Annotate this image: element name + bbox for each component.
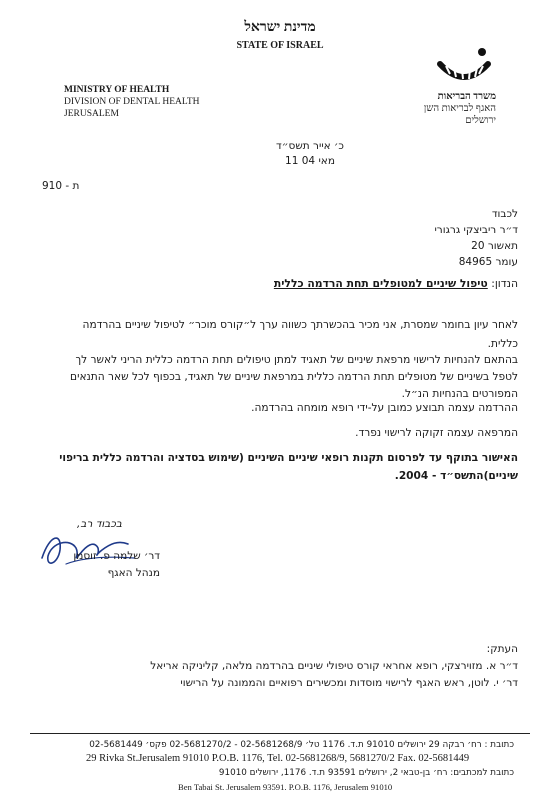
paragraph-line: לטפל בשיניים של מטופלים תחת הרדמה כללית במרפאת שיניים של תאגיד, בכפוף לכל שאר התנאים bbox=[70, 371, 518, 383]
subject-text: טיפול שיניים למטופלים תחת הרדמה כללית bbox=[273, 277, 488, 290]
cc-label: העתק: bbox=[486, 643, 518, 655]
paragraph-line: שיניים)התשס״ד - 2004. bbox=[394, 470, 518, 482]
recipient-city: עומר 84965 bbox=[458, 256, 518, 268]
reference-number: ת - 910 bbox=[42, 180, 80, 192]
paragraph-line: בהתאם להנחיות לרישוי מרפאת שיניים של תאגיד למתן טיפולים תחת הרדמה כללית הריני לאשר לך bbox=[75, 354, 518, 366]
ministry-block-english bbox=[64, 84, 199, 120]
ministry-name-english: MINISTRY OF HEALTH bbox=[64, 85, 170, 95]
footer-mailing-english: Ben Tabai St. Jerusalem 93591. P.O.B. 1176, Jerusalem 91010 bbox=[178, 782, 393, 792]
ministry-block-hebrew bbox=[424, 91, 496, 127]
footer-address-hebrew: כתובת : רח׳ רבקה 29 ירושלים 91010 ת.ד. 1176 טל׳ 02-5681268/9 - 02-5681270/2 פקס׳ 02-5681449 bbox=[89, 740, 514, 750]
paragraph-line: ההרדמה עצמה תבוצע כמובן על-ידי רופא מומחה בהרדמה. bbox=[251, 402, 518, 414]
signer-title: מנהל האגף bbox=[107, 567, 160, 579]
ministry-logo bbox=[432, 44, 496, 90]
paragraph-line: כללית. bbox=[487, 338, 518, 350]
recipient-name: ד״ר ריביצקי גרגורי bbox=[434, 224, 518, 236]
paragraph-validity bbox=[48, 449, 518, 485]
state-title-english: STATE OF ISRAEL bbox=[236, 40, 324, 51]
cc-line: דר׳ י. לוטן, ראש האגף לרישוי מוסדות ומכשירים רפואיים והממונה על הרישוי bbox=[180, 677, 518, 689]
ministry-name-hebrew: משרד הבריאות bbox=[437, 91, 496, 102]
closing-greeting: בכבוד רב, bbox=[77, 518, 122, 530]
division-name-hebrew: האגף לבריאות השן bbox=[423, 103, 496, 114]
state-title-hebrew: מדינת ישראל bbox=[244, 20, 316, 35]
paragraph-line: המרפאה עצמה זקוקה לרישוי נפרד. bbox=[355, 427, 518, 439]
footer-divider bbox=[30, 733, 530, 734]
subject-prefix: הנדון: bbox=[491, 277, 518, 290]
cc-line: ד״ר א. מזוירצקי, רופא אחראי קורס טיפולי שיניים בהרדמה מלאה, קליניקה אריאל bbox=[150, 660, 518, 672]
date-hebrew: כ׳ אייר תשס״ד bbox=[276, 140, 344, 152]
signer-block bbox=[48, 548, 160, 582]
cc-block bbox=[150, 641, 518, 692]
city-english: JERUSALEM bbox=[64, 109, 119, 119]
paragraph-clinic-license bbox=[48, 424, 518, 443]
recipient-block bbox=[434, 206, 518, 270]
recipient-salutation: לכבוד bbox=[491, 208, 518, 220]
date-gregorian: 11 מאי 04 bbox=[285, 155, 335, 167]
paragraph-line: המפורטים בהנחיות הנ״ל. bbox=[401, 388, 518, 400]
date-block bbox=[240, 139, 380, 169]
footer-mailing-hebrew: כתובת למכתבים: רח׳ בן-טבאי 2, ירושלים 93591 ת.ד. 1176, ירושלים 91010 bbox=[218, 768, 514, 778]
city-hebrew: ירושלים bbox=[465, 115, 496, 126]
paragraph-line: האישור בתוקף עד לפרסום תקנות רופאי שיניים השיניים (שימוש בסדציה והרדמה כללית בריפוי bbox=[59, 452, 518, 464]
recipient-street: תאשור 20 bbox=[471, 240, 518, 252]
paragraph-approval bbox=[48, 352, 518, 403]
paragraph-recognition bbox=[48, 316, 518, 354]
footer-address-english: 29 Rivka St.Jerusalem 91010 P.O.B. 1176, Tel. 02-5681268/9, 5681270/2 Fax. 02-5681449 bbox=[86, 753, 470, 764]
paragraph-anesthesia bbox=[48, 399, 518, 418]
division-name-english: DIVISION OF DENTAL HEALTH bbox=[64, 97, 200, 107]
signer-name: דר׳ שלמה פ. זוסמן bbox=[73, 550, 160, 562]
paragraph-line: לאחר עיון בחומר שמסרת, אני מכיר בהכשרתך כשווה ערך ל״קורס מוכר״ לטיפול שיניים בהרדמה bbox=[82, 319, 518, 331]
subject-line bbox=[274, 277, 518, 290]
